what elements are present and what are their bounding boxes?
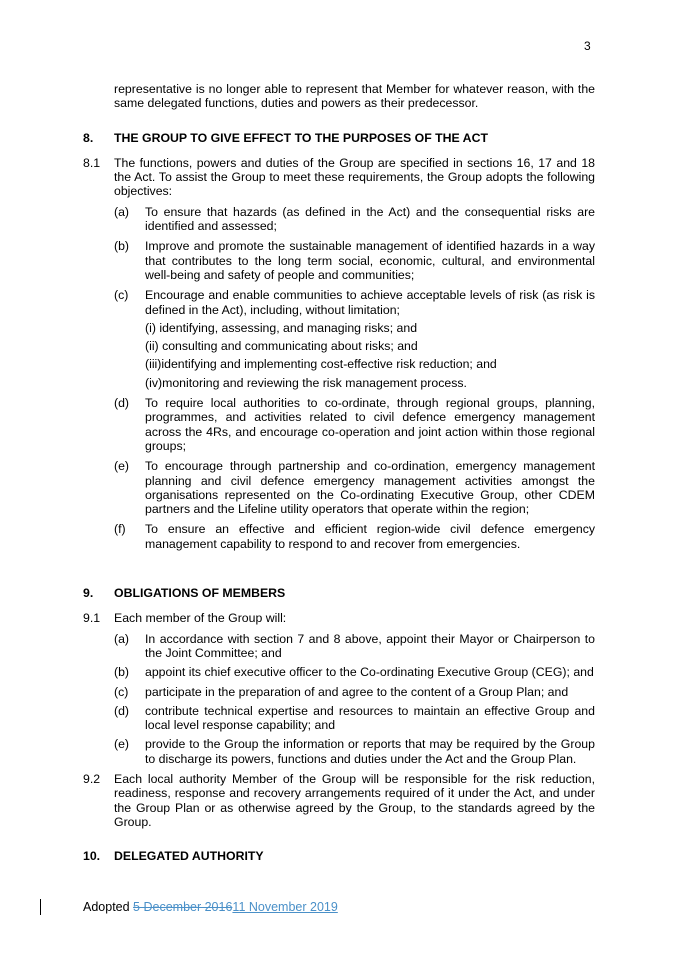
item-label: (a): [114, 631, 130, 646]
sub-item: (i) identifying, assessing, and managing risks; and: [145, 320, 418, 335]
item-label: (e): [114, 737, 130, 752]
revision-change-bar: [40, 899, 41, 915]
clause-text: The functions, powers and duties of the Group are specified in sections 16, 17 and 18 the Act. To assist the Group to meet these requirements, the Group adopts the following objectives:: [114, 155, 595, 199]
item-label: (c): [114, 684, 129, 699]
section-number: 8.: [83, 130, 94, 145]
item-label: (d): [114, 703, 130, 718]
clause-8-1: [83, 156, 595, 199]
sub-item: (ii) consulting and communicating about risks; and: [145, 339, 418, 354]
list-item: [83, 704, 595, 733]
section-number: 9.: [83, 586, 94, 601]
item-label: (c): [114, 288, 129, 303]
item-label: (b): [114, 665, 130, 680]
item-label: (a): [114, 204, 130, 219]
item-text: Encourage and enable communities to achieve acceptable levels of risk (as risk is defined in the Act), including, without limitation;: [145, 288, 595, 317]
document-body: [83, 82, 595, 863]
footer: [83, 900, 338, 914]
inserted-date: 11 November 2019: [232, 900, 338, 914]
item-text: To ensure an effective and efficient region-wide civil defence emergency management capability to respond to and recover from emergencies.: [145, 522, 595, 551]
sub-item: (iii)identifying and implementing cost-effective risk reduction; and: [145, 357, 497, 372]
list-item: [83, 239, 595, 282]
list-item: [83, 685, 595, 699]
item-label: (b): [114, 239, 130, 254]
list-item: [83, 632, 595, 661]
list-item: [83, 459, 595, 516]
clause-text: Each member of the Group will:: [114, 611, 287, 626]
section-number: 10.: [83, 849, 101, 864]
section-title: THE GROUP TO GIVE EFFECT TO THE PURPOSES OF THE ACT: [114, 130, 488, 145]
intro-text: representative is no longer able to represent that Member for whatever reason, with the same delegated functions, duties and powers as their predecessor.: [114, 82, 595, 111]
section-10-heading: [83, 849, 595, 863]
item-text: provide to the Group the information or reports that may be required by the Group to discharge its powers, functions and duties under the Act and the Group Plan.: [145, 737, 595, 766]
list-item: [83, 205, 595, 234]
list-item: [83, 288, 595, 317]
section-title: OBLIGATIONS OF MEMBERS: [114, 586, 286, 601]
deleted-date: 5 December 2016: [133, 900, 233, 914]
clause-9-1: [83, 611, 595, 625]
item-text: To encourage through partnership and co-ordination, emergency management planning and civil defence emergency management activities amongst the organisations represented on the Co-ordinating Executive Group, other CDEM partners and the Lifeline utility operators that operate within the region;: [145, 459, 595, 517]
item-label: (f): [114, 522, 126, 537]
item-text: contribute technical expertise and resources to maintain an effective Group and local level response capability; and: [145, 703, 595, 733]
page-number: 3: [584, 39, 591, 53]
section-9-heading: [83, 586, 595, 600]
sub-item: (iv)monitoring and reviewing the risk management process.: [145, 375, 467, 390]
section-title: DELEGATED AUTHORITY: [114, 849, 264, 864]
list-item: [83, 396, 595, 453]
section-8-heading: [83, 131, 595, 145]
item-label: (e): [114, 459, 130, 474]
item-text: To ensure that hazards (as defined in the Act) and the consequential risks are identified and assessed;: [145, 204, 595, 234]
item-text: appoint its chief executive officer to the Co-ordinating Executive Group (CEG); and: [145, 665, 594, 680]
list-item: [83, 665, 595, 679]
item-text: Improve and promote the sustainable management of identified hazards in a way that contributes to the long term social, economic, cultural, and environmental well-being and safety of people and communities;: [145, 239, 595, 282]
clause-number: 8.1: [83, 155, 101, 170]
list-item: [83, 737, 595, 766]
clause-text: Each local authority Member of the Group will be responsible for the risk reduction, readiness, response and recovery arrangements required of it under the Act, and under the Group Plan or as otherwise agreed by the Group, to the standards agreed by the Group.: [114, 771, 595, 829]
item-label: (d): [114, 396, 130, 411]
intro-paragraph: [83, 82, 595, 111]
list-item: [83, 522, 595, 551]
item-text: In accordance with section 7 and 8 above, appoint their Mayor or Chairperson to the Joint Committee; and: [145, 631, 595, 660]
item-text: participate in the preparation of and agree to the content of a Group Plan; and: [145, 684, 569, 699]
footer-label: Adopted: [83, 900, 134, 914]
clause-number: 9.1: [83, 611, 101, 626]
item-text: To require local authorities to co-ordinate, through regional groups, planning, programmes, and activities related to civil defence emergency management across the 4Rs, and encourage co-operation and joint action within those regional groups;: [145, 396, 595, 453]
clause-number: 9.2: [83, 771, 101, 786]
clause-9-2: [83, 772, 595, 829]
